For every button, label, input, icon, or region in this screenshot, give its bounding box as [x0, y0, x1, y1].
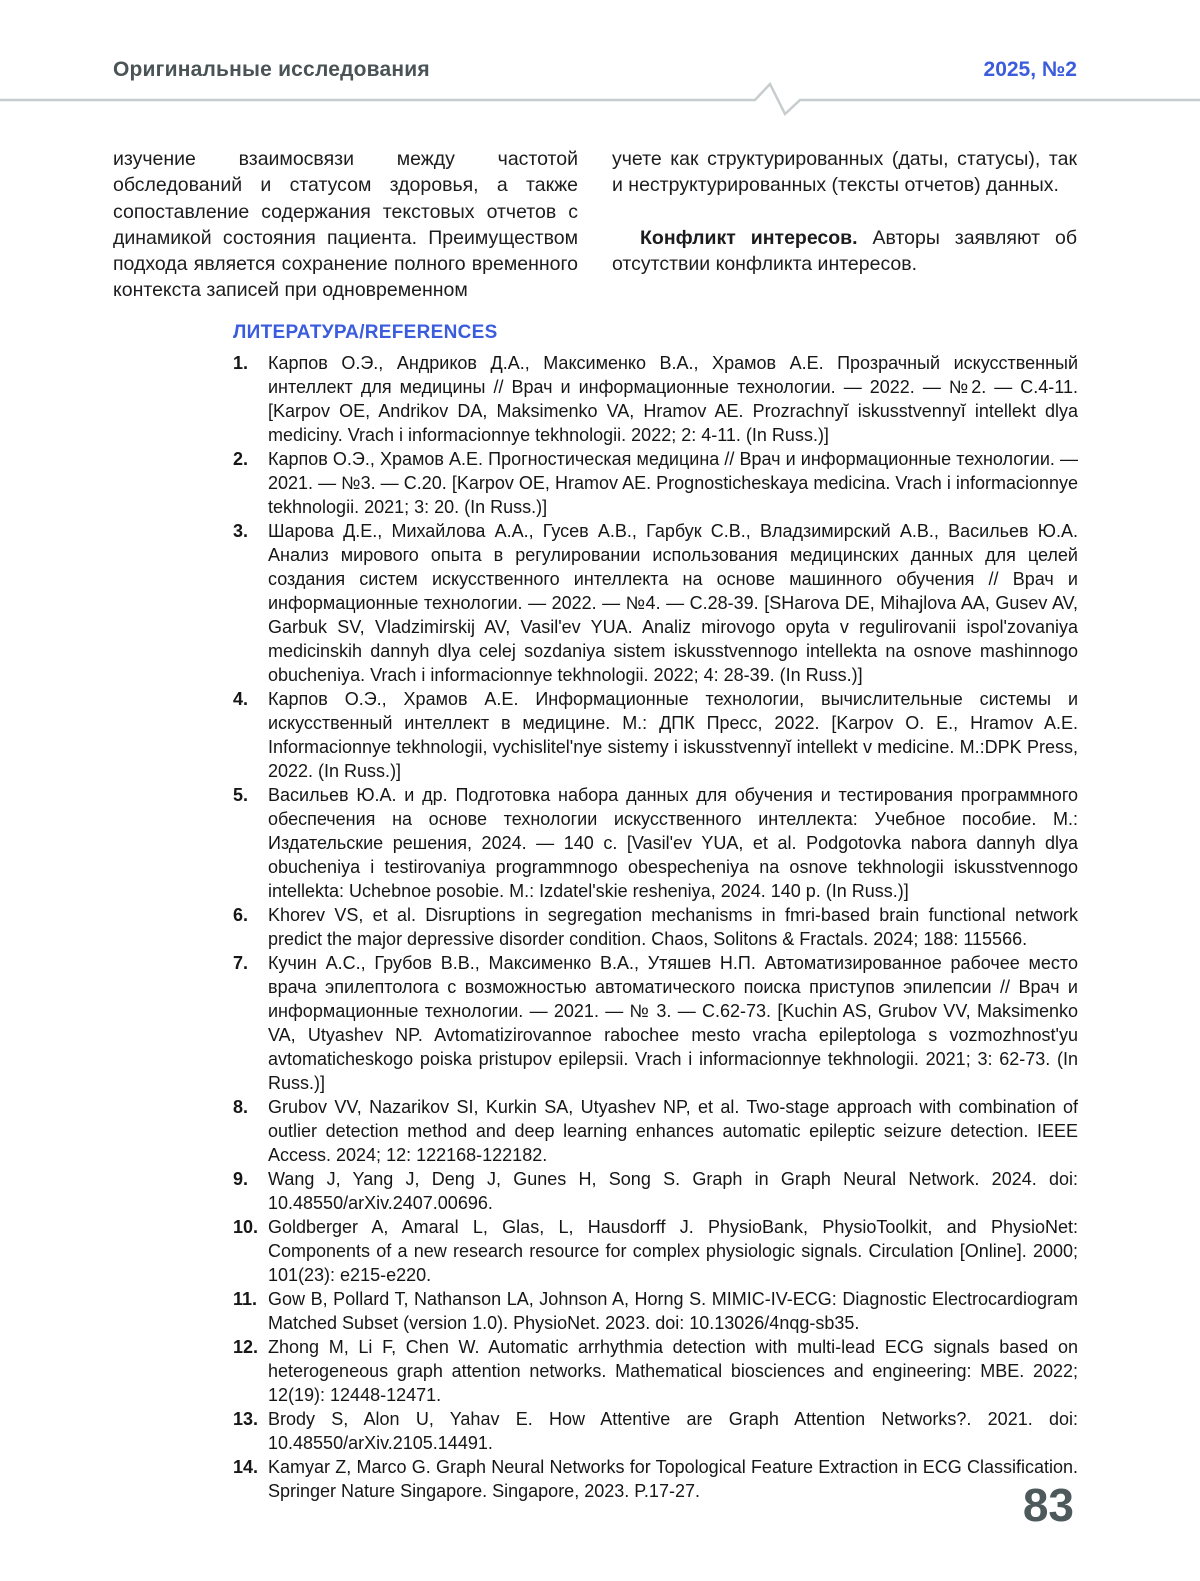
reference-item — [233, 519, 1078, 687]
conflict-of-interest-paragraph — [612, 225, 1077, 278]
reference-text: Grubov VV, Nazarikov SI, Kurkin SA, Utyashev NP, et al. Two-stage approach with combination of outlier detection method and deep learning enhances automatic epileptic seizure detection. IEEE Access. 2024; 12: 122168-122182. — [268, 1097, 1078, 1165]
reference-number: 12. — [233, 1337, 259, 1357]
ecg-pulse-divider — [0, 76, 1200, 124]
reference-number: 2. — [233, 449, 249, 469]
reference-text: Goldberger A, Amaral L, Glas, L, Hausdorff J. PhysioBank, PhysioToolkit, and PhysioNet: Components of a new research resource for complex physiologic signals. Circulation [Online]. 2000; 101(23): e215-e220. — [268, 1217, 1078, 1285]
reference-number: 7. — [233, 953, 249, 973]
reference-text: Кучин А.С., Грубов В.В., Максименко В.А., Утяшев Н.П. Автоматизированное рабочее место врача эпилептолога с возможностью автоматического поиска приступов эпилепсии // Врач и информационные технологии. — 2021. — № 3. — С.62-73. [Kuchin AS, Grubov VV, Maksimenko VA, Utyashev NP. Avtomatizirovannoe rabochee mesto vracha epileptologa s vozmozhnost'yu avtomaticheskogo poiska pristupov epilepsii. Vrach i informacionnye tekhnologii. 2021; 3: 62-73. (In Russ.)] — [268, 953, 1078, 1093]
reference-number: 9. — [233, 1169, 249, 1189]
reference-text: Карпов О.Э., Храмов А.Е. Прогностическая медицина // Врач и информационные технологии. — 2021. — №3. — С.20. [Karpov OE, Hramov AE. Prognosticheskaya medicina. Vrach i informacionnye tekhnologii. 2021; 3: 20. (In Russ.)] — [268, 449, 1078, 517]
references-section — [233, 322, 1078, 1503]
reference-number: 1. — [233, 353, 249, 373]
reference-text: Карпов О.Э., Храмов А.Е. Информационные технологии, вычислительные системы и искусственный интеллект в медицине. М.: ДПК Пресс, 2022. [Karpov O. E., Hramov A.E. Informacionnye tekhnologii, vychislitel'nye sistemy i iskusstvennyĭ intellekt v medicine. M.:DPK Press, 2022. (In Russ.)] — [268, 689, 1078, 781]
intro-columns — [113, 146, 1077, 304]
reference-text: Brody S, Alon U, Yahav E. How Attentive are Graph Attention Networks?. 2021. doi: 10.48550/arXiv.2105.14491. — [268, 1409, 1078, 1453]
reference-number: 6. — [233, 905, 249, 925]
reference-item — [233, 1167, 1078, 1215]
reference-item — [233, 1215, 1078, 1287]
reference-item — [233, 1407, 1078, 1455]
reference-number: 11. — [233, 1289, 258, 1309]
reference-item — [233, 1287, 1078, 1335]
intro-paragraph-left: изучение взаимосвязи между частотой обследований и статусом здоровья, а также сопоставление содержания текстовых отчетов с динамикой состояния пациента. Преимуществом подхода является сохранение полного временного контекста записей при одновременном — [113, 148, 578, 302]
references-heading: ЛИТЕРАТУРА/REFERENCES — [233, 322, 498, 343]
reference-text: Шарова Д.Е., Михайлова А.А., Гусев А.В., Гарбук С.В., Владзимирский А.В., Васильев Ю.А. Анализ мирового опыта в регулировании использования медицинских данных для целей создания систем искусственного интеллекта на основе машинного обучения // Врач и информационные технологии. — 2022. — №4. — С.28-39. [SHarova DE, Mihajlova AA, Gusev AV, Garbuk SV, Vladzimirskij AV, Vasil'ev YUA. Analiz mirovogo opyta v regulirovanii ispol'zovaniya medicinskih dannyh dlya celej sozdaniya sistem iskusstvennogo intellekta na osnove mashinnogo obucheniya. Vrach i informacionnye tekhnologii. 2022; 4: 28-39. (In Russ.)] — [268, 521, 1078, 685]
reference-list — [233, 351, 1078, 1503]
left-column — [113, 146, 578, 304]
reference-number: 13. — [233, 1409, 259, 1429]
reference-item — [233, 783, 1078, 903]
reference-item — [233, 1335, 1078, 1407]
reference-number: 4. — [233, 689, 249, 709]
reference-text: Wang J, Yang J, Deng J, Gunes H, Song S. Graph in Graph Neural Network. 2024. doi: 10.48550/arXiv.2407.00696. — [268, 1169, 1078, 1213]
conflict-of-interest-text: Авторы заявляют об отсутствии конфликта интересов. — [612, 226, 1078, 275]
reference-number: 3. — [233, 521, 249, 541]
right-column — [612, 146, 1077, 304]
reference-text: Карпов О.Э., Андриков Д.А., Максименко В.А., Храмов А.Е. Прозрачный искусственный интеллект для медицины // Врач и информационные технологии. — 2022. — №2. — С.4-11. [Karpov OE, Andrikov DA, Maksimenko VA, Hramov AE. Prozrachnyĭ iskusstvennyĭ intellekt dlya mediciny. Vrach i informacionnye tekhnologii. 2022; 2: 4-11. (In Russ.)] — [268, 353, 1078, 445]
reference-text: Zhong M, Li F, Chen W. Automatic arrhythmia detection with multi-lead ECG signals based on heterogeneous graph attention networks. Mathematical biosciences and engineering: MBE. 2022; 12(19): 12448-12471. — [268, 1337, 1078, 1405]
intro-paragraph-right: учете как структурированных (даты, статусы), так и неструктурированных (тексты отчетов) данных. — [612, 148, 1077, 197]
running-head-issue: 2025, №2 — [983, 58, 1077, 81]
reference-number: 5. — [233, 785, 249, 805]
reference-item — [233, 447, 1078, 519]
conflict-of-interest-label: Конфликт интересов. — [640, 226, 858, 249]
reference-number: 10. — [233, 1217, 259, 1237]
reference-text: Kamyar Z, Marco G. Graph Neural Networks for Topological Feature Extraction in ECG Classification. Springer Nature Singapore. Singapore, 2023. P.17-27. — [268, 1457, 1078, 1501]
reference-item — [233, 951, 1078, 1095]
reference-text: Khorev VS, et al. Disruptions in segregation mechanisms in fmri-based brain functional network predict the major depressive disorder condition. Chaos, Solitons & Fractals. 2024; 188: 115566. — [268, 905, 1078, 949]
reference-item — [233, 903, 1078, 951]
reference-text: Gow B, Pollard T, Nathanson LA, Johnson A, Horng S. MIMIC-IV-ECG: Diagnostic Electrocardiogram Matched Subset (version 1.0). PhysioNet. 2023. doi: 10.13026/4nqg-sb35. — [268, 1289, 1078, 1333]
reference-number: 14. — [233, 1457, 259, 1477]
reference-text: Васильев Ю.А. и др. Подготовка набора данных для обучения и тестирования программного обеспечения на основе технологии искусственного интеллекта: Учебное пособие. М.: Издательские решения, 2024. — 140 с. [Vasil'ev YUA, et al. Podgotovka nabora dannyh dlya obucheniya i testirovaniya programmnogo obespecheniya na osnove tekhnologii iskusstvennogo intellekta: Uchebnoe posobie. M.: Izdatel'skie resheniya, 2024. 140 p. (In Russ.)] — [268, 785, 1078, 901]
reference-item — [233, 351, 1078, 447]
reference-item — [233, 1455, 1078, 1503]
reference-item — [233, 687, 1078, 783]
running-head-section: Оригинальные исследования — [113, 58, 430, 81]
reference-number: 8. — [233, 1097, 249, 1117]
page-number: 83 — [1022, 1479, 1074, 1531]
reference-item — [233, 1095, 1078, 1167]
